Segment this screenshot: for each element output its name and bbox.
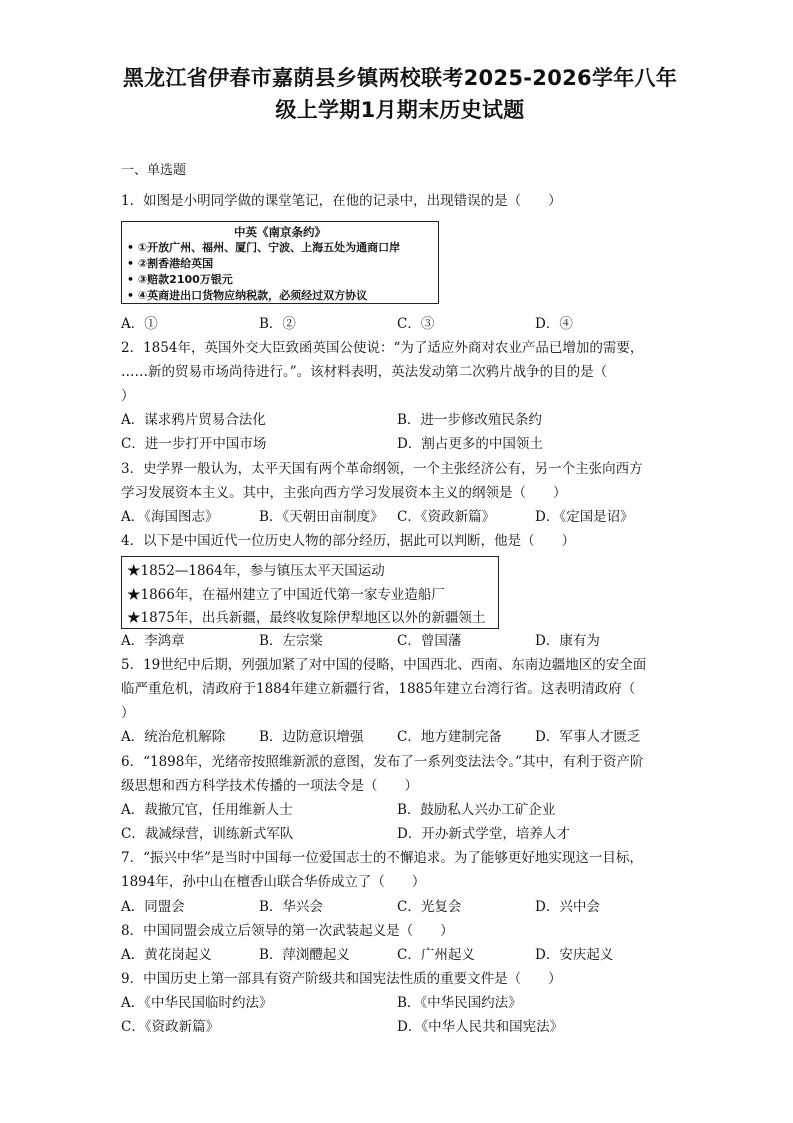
title-line-2: 级上学期1月期末历史试题 (275, 98, 525, 122)
q4-option-c[interactable]: C．曾国藩 (397, 633, 462, 649)
question-8-stem: 8．中国同盟会成立后领导的第一次武装起义是（ ） (121, 923, 454, 939)
title-line-1: 黑龙江省伊春市嘉荫县乡镇两校联考2025-2026学年八年 (122, 66, 678, 90)
question-7-stem: 7．“振兴中华”是当时中国每一位爱国志士的不懈追求。为了能够更好地实现这一目标， (121, 850, 643, 866)
q7-option-a[interactable]: A．同盟会 (121, 899, 185, 915)
q7-option-c[interactable]: C．光复会 (397, 899, 462, 915)
q6-option-d[interactable]: D．开办新式学堂，培养人才 (397, 826, 570, 842)
q8-option-b[interactable]: B．萍浏醴起义 (259, 947, 350, 963)
q8-option-c[interactable]: C．广州起义 (397, 947, 475, 963)
q7-option-d[interactable]: D．兴中会 (535, 899, 600, 915)
question-2-stem: 2．1854年，英国外交大臣致函英国公使说：“为了适应外商对农业产品已增加的需要， (121, 340, 644, 356)
q9-option-b[interactable]: B．《中华民国约法》 (397, 995, 522, 1011)
q7-option-b[interactable]: B．华兴会 (259, 899, 323, 915)
question-5-stem: ） (121, 705, 135, 721)
q4-option-d[interactable]: D．康有为 (535, 633, 600, 649)
q8-option-d[interactable]: D．安庆起义 (535, 947, 614, 963)
q4-option-a[interactable]: A．李鸿章 (121, 633, 185, 649)
question-3-stem: 3．史学界一般认为，太平天国有两个革命纲领，一个主张经济公有，另一个主张向西方 (121, 461, 643, 477)
biography-box (121, 556, 499, 629)
notes-item: • ①开放广州、福州、厦门、宁波、上海五处为通商口岸 (127, 241, 401, 254)
q9-option-d[interactable]: D．《中华人民共和国宪法》 (397, 1019, 564, 1035)
notes-item: • ③赔款2100万银元 (127, 273, 233, 286)
bio-item: ★1875年，出兵新疆，最终收复除伊犁地区以外的新疆领土 (127, 610, 486, 626)
question-4-stem: 4．以下是中国近代一位历史人物的部分经历，据此可以判断，他是（ ） (121, 533, 576, 549)
class-notes-box (121, 221, 439, 304)
q6-option-c[interactable]: C．裁减绿营，训练新式军队 (121, 826, 294, 842)
question-6-stem: 级思想和西方科学技术传播的一项法令是（ ） (121, 778, 418, 794)
notes-item: • ②割香港给英国 (127, 257, 214, 270)
q1-option-d[interactable]: D．④ (535, 316, 573, 332)
q9-option-c[interactable]: C．《资政新篇》 (121, 1019, 220, 1035)
q1-option-c[interactable]: C．③ (397, 316, 435, 332)
q6-option-b[interactable]: B．鼓励私人兴办工矿企业 (397, 802, 556, 818)
notes-title: 中英《南京条约》 (234, 225, 326, 239)
notes-item: • ④英商进出口货物应纳税款，必须经过双方协议 (127, 289, 368, 302)
question-5-stem: 5．19世纪中后期，列强加紧了对中国的侵略，中国西北、西南、东南边疆地区的安全面 (121, 657, 647, 673)
question-5-stem: 临严重危机，清政府于1884年建立新疆行省，1885年建立台湾行省。这表明清政府（ (121, 681, 636, 697)
q8-option-a[interactable]: A．黄花岗起义 (121, 947, 212, 963)
question-2-stem: ） (121, 388, 135, 404)
q3-option-b[interactable]: B．《天朝田亩制度》 (259, 509, 384, 525)
q5-option-d[interactable]: D．军事人才匮乏 (535, 729, 641, 745)
q9-option-a[interactable]: A．《中华民国临时约法》 (121, 995, 273, 1011)
question-7-stem: 1894年，孙中山在檀香山联合华侨成立了（ ） (121, 874, 426, 890)
bio-item: ★1866年，在福州建立了中国近代第一家专业造船厂 (127, 587, 445, 603)
q3-option-c[interactable]: C．《资政新篇》 (397, 509, 496, 525)
q6-option-a[interactable]: A．裁撤冗官，任用维新人士 (121, 802, 293, 818)
q2-option-a[interactable]: A．谋求鸦片贸易合法化 (121, 412, 266, 428)
q5-option-a[interactable]: A．统治危机解除 (121, 729, 226, 745)
q1-option-a[interactable]: A．① (121, 316, 158, 332)
q2-option-c[interactable]: C．进一步打开中国市场 (121, 436, 267, 452)
q4-option-b[interactable]: B．左宗棠 (259, 633, 323, 649)
bio-item: ★1852—1864年，参与镇压太平天国运动 (127, 563, 385, 579)
q2-option-b[interactable]: B．进一步修改殖民条约 (397, 412, 542, 428)
question-6-stem: 6．“1898年，光绪帝按照维新派的意图，发布了一系列变法法令。”其中，有利于资产阶 (121, 754, 644, 770)
q5-option-b[interactable]: B．边防意识增强 (259, 729, 364, 745)
section-heading: 一、单选题 (121, 163, 187, 178)
question-2-stem: ……新的贸易市场尚待进行。”。该材料表明，英法发动第二次鸦片战争的目的是（ (121, 364, 608, 380)
exam-title (100, 62, 700, 126)
q3-option-d[interactable]: D．《定国是诏》 (535, 509, 634, 525)
question-9-stem: 9．中国历史上第一部具有资产阶级共和国宪法性质的重要文件是（ ） (121, 971, 562, 987)
q1-option-b[interactable]: B．② (259, 316, 296, 332)
q5-option-c[interactable]: C．地方建制完备 (397, 729, 502, 745)
q2-option-d[interactable]: D．割占更多的中国领土 (397, 436, 543, 452)
q3-option-a[interactable]: A．《海国图志》 (121, 509, 219, 525)
question-1-stem: 1．如图是小明同学做的课堂笔记，在他的记录中，出现错误的是（ ） (121, 193, 562, 209)
question-3-stem: 学习发展资本主义。其中，主张向西方学习发展资本主义的纲领是（ ） (121, 485, 567, 501)
